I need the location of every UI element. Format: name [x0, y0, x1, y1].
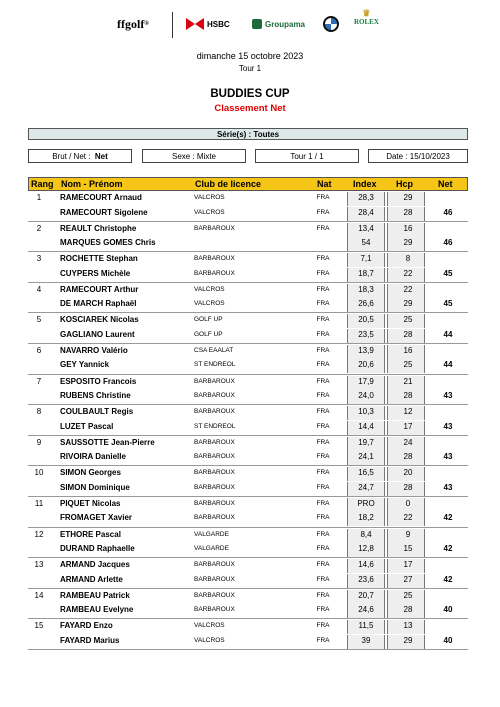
player-row: [28, 314, 468, 328]
player-index: 26,6: [358, 299, 374, 309]
player-hcp: 17: [403, 421, 413, 431]
player-hcp: 29: [403, 635, 413, 645]
player-name: ARMAND Arlette: [60, 574, 123, 584]
player-hcp: 22: [403, 284, 413, 294]
player-hcp: 29: [403, 238, 413, 248]
player-hcp: 25: [403, 315, 413, 325]
player-row: [28, 376, 468, 390]
team-row: [28, 191, 468, 222]
team-net-score: 40: [443, 605, 453, 615]
filter-brut-net-value: Net: [94, 152, 108, 161]
player-row: [28, 574, 468, 588]
bmw-roundel-icon: [323, 16, 339, 32]
hsbc-logo: [186, 8, 230, 40]
player-name: ETHORE Pascal: [60, 529, 121, 539]
bmw-logo: [323, 8, 339, 40]
player-index: 19,7: [358, 437, 374, 447]
col-club: Club de licence: [195, 179, 262, 189]
col-nat: Nat: [317, 179, 332, 189]
player-club: BARBAROUX: [194, 392, 235, 400]
team-row: [28, 619, 468, 650]
player-club: VALCROS: [194, 636, 225, 644]
player-club: BARBAROUX: [194, 377, 235, 385]
team-net-score: 43: [443, 421, 453, 431]
player-hcp: 28: [403, 207, 413, 217]
team-net-score: 42: [443, 513, 453, 523]
groupama-tree-icon: [252, 19, 262, 29]
player-nat: FRA: [316, 255, 330, 263]
team-rank: 8: [36, 407, 42, 417]
team-rank: 5: [36, 315, 42, 325]
player-row: [28, 590, 468, 604]
player-hcp: 9: [405, 529, 411, 539]
player-name: LUZET Pascal: [60, 421, 114, 431]
player-index: 14,6: [358, 560, 374, 570]
player-hcp: 22: [403, 513, 413, 523]
team-row: [28, 252, 468, 283]
player-club: VALCROS: [194, 208, 225, 216]
player-name: RUBENS Christine: [60, 391, 131, 401]
player-club: VALGARDE: [194, 545, 229, 553]
player-index: 17,9: [358, 376, 374, 386]
player-name: FAYARD Marius: [60, 635, 120, 645]
player-club: BARBAROUX: [194, 438, 235, 446]
player-nat: FRA: [316, 438, 330, 446]
player-nat: FRA: [316, 514, 330, 522]
ffgolf-logo: [117, 8, 149, 40]
filter-brut-net-label: Brut / Net :: [52, 152, 91, 161]
player-nat: FRA: [316, 606, 330, 614]
player-nat: FRA: [316, 453, 330, 461]
player-index: PRO: [357, 498, 375, 508]
player-row: [28, 345, 468, 359]
table-header: [28, 177, 468, 191]
player-club: ST ENDREOL: [194, 361, 236, 369]
tour-label: Tour 1: [238, 64, 262, 73]
player-hcp: 28: [403, 452, 413, 462]
player-club: BARBAROUX: [194, 499, 235, 507]
player-club: BARBAROUX: [194, 591, 235, 599]
player-row: [28, 207, 468, 221]
player-row: [28, 223, 468, 237]
player-row: [28, 620, 468, 634]
player-name: FAYARD Enzo: [60, 621, 113, 631]
player-index: 18,7: [358, 268, 374, 278]
player-index: 23,5: [358, 329, 374, 339]
team-row: [28, 466, 468, 497]
player-hcp: 25: [403, 590, 413, 600]
player-hcp: 28: [403, 605, 413, 615]
player-club: BARBAROUX: [194, 408, 235, 416]
player-name: RIVOIRA Danielle: [60, 452, 126, 462]
player-name: ESPOSITO Francois: [60, 376, 137, 386]
player-hcp: 12: [403, 407, 413, 417]
player-name: DE MARCH Raphaël: [60, 299, 137, 309]
team-row: [28, 222, 468, 253]
player-name: CUYPERS Michèle: [60, 268, 131, 278]
player-hcp: 29: [403, 193, 413, 202]
player-club: BARBAROUX: [194, 606, 235, 614]
player-hcp: 25: [403, 360, 413, 370]
player-index: 28,4: [358, 207, 374, 217]
team-rank: 14: [34, 590, 44, 600]
player-row: [28, 498, 468, 512]
player-index: 16,5: [358, 468, 374, 478]
team-row: [28, 283, 468, 314]
player-index: 54: [361, 238, 371, 248]
team-rank: 12: [34, 529, 44, 539]
player-nat: FRA: [316, 636, 330, 644]
player-name: FROMAGET Xavier: [60, 513, 133, 523]
col-rang: Rang: [31, 179, 54, 189]
player-club: GOLF UP: [194, 316, 223, 324]
player-name: SIMON Georges: [60, 468, 121, 478]
groupama-wordmark: Groupama: [265, 19, 306, 29]
player-index: 24,0: [358, 391, 374, 401]
page-subtitle: Classement Net: [214, 103, 286, 114]
player-row: [28, 529, 468, 543]
player-nat: FRA: [316, 285, 330, 293]
player-row: [28, 604, 468, 618]
player-hcp: 29: [403, 299, 413, 309]
player-club: VALCROS: [194, 194, 225, 201]
player-club: BARBAROUX: [194, 514, 235, 522]
player-name: RAMECOURT Sigolene: [60, 207, 148, 217]
team-rank: 7: [36, 376, 42, 386]
player-row: [28, 559, 468, 573]
player-hcp: 16: [403, 345, 413, 355]
rankings-table: [28, 177, 468, 650]
player-row: [28, 635, 468, 649]
team-net-score: 44: [443, 329, 453, 339]
team-net-score: 43: [443, 391, 453, 401]
player-index: 28,3: [358, 193, 374, 202]
player-club: GOLF UP: [194, 330, 223, 338]
team-net-score: 45: [443, 268, 453, 278]
team-row: [28, 313, 468, 344]
team-row: [28, 375, 468, 406]
team-net-score: 46: [443, 238, 453, 248]
player-club: BARBAROUX: [194, 469, 235, 477]
player-nat: FRA: [316, 377, 330, 385]
team-rank: 3: [36, 254, 42, 264]
filter-tour: Tour 1 / 1: [255, 149, 359, 163]
player-index: 18,3: [358, 284, 374, 294]
player-name: REAULT Christophe: [60, 223, 137, 233]
series-banner: Série(s) : Toutes: [28, 128, 468, 140]
player-row: [28, 192, 468, 206]
team-net-score: 45: [443, 299, 453, 309]
player-nat: FRA: [316, 300, 330, 308]
player-name: NAVARRO Valério: [60, 345, 128, 355]
player-name: SIMON Dominique: [60, 482, 130, 492]
team-rank: 1: [36, 193, 42, 202]
event-date: dimanche 15 octobre 2023: [196, 51, 304, 61]
player-name: ARMAND Jacques: [60, 560, 130, 570]
player-row: [28, 406, 468, 420]
player-index: 8,4: [360, 529, 372, 539]
player-name: ROCHETTE Stephan: [60, 254, 138, 264]
player-nat: FRA: [316, 208, 330, 216]
player-nat: FRA: [316, 422, 330, 430]
team-row: [28, 528, 468, 559]
player-row: [28, 298, 468, 312]
player-index: 14,4: [358, 421, 374, 431]
player-nat: FRA: [316, 499, 330, 507]
filter-date: Date : 15/10/2023: [368, 149, 468, 163]
player-nat: FRA: [316, 545, 330, 553]
player-index: 24,1: [358, 452, 374, 462]
player-row: [28, 482, 468, 496]
player-row: [28, 421, 468, 435]
player-index: 11,5: [358, 621, 374, 631]
player-index: 20,6: [358, 360, 374, 370]
player-row: [28, 451, 468, 465]
col-net: Net: [438, 179, 453, 189]
player-hcp: 0: [405, 498, 411, 508]
player-index: 24,7: [358, 482, 374, 492]
col-index: Index: [353, 179, 377, 189]
player-hcp: 27: [403, 574, 413, 584]
player-club: VALGARDE: [194, 530, 229, 538]
player-name: COULBAULT Regis: [60, 407, 134, 417]
team-net-score: 43: [443, 452, 453, 462]
ffgolf-wordmark: ffgolf: [117, 16, 145, 31]
player-hcp: 22: [403, 268, 413, 278]
player-name: GAGLIANO Laurent: [60, 329, 135, 339]
team-row: [28, 558, 468, 589]
player-nat: FRA: [316, 330, 330, 338]
player-hcp: 8: [405, 254, 411, 264]
team-net-score: 42: [443, 544, 453, 554]
player-row: [28, 253, 468, 267]
team-rank: 9: [36, 437, 42, 447]
player-nat: FRA: [316, 530, 330, 538]
player-club: BARBAROUX: [194, 255, 235, 263]
player-index: 13,9: [358, 345, 374, 355]
player-club: CSA EAALAT: [194, 346, 234, 354]
col-nom: Nom - Prénom: [61, 179, 123, 189]
player-hcp: 24: [403, 437, 413, 447]
player-index: 39: [361, 635, 371, 645]
player-club: BARBAROUX: [194, 483, 235, 491]
player-hcp: 16: [403, 223, 413, 233]
player-index: 23,6: [358, 574, 374, 584]
player-row: [28, 543, 468, 557]
player-hcp: 21: [403, 376, 413, 386]
team-net-score: 42: [443, 574, 453, 584]
player-name: PIQUET Nicolas: [60, 498, 121, 508]
player-index: 18,2: [358, 513, 374, 523]
player-hcp: 28: [403, 329, 413, 339]
player-nat: FRA: [316, 408, 330, 416]
player-row: [28, 268, 468, 282]
page-title: BUDDIES CUP: [210, 88, 290, 100]
col-hcp: Hcp: [396, 179, 414, 189]
crown-icon: ♛: [362, 8, 371, 18]
player-nat: FRA: [316, 469, 330, 477]
player-index: 10,3: [358, 407, 374, 417]
sponsor-logos: [0, 8, 500, 40]
groupama-logo: [252, 8, 305, 40]
team-net-score: 43: [443, 482, 453, 492]
player-row: [28, 390, 468, 404]
player-club: BARBAROUX: [194, 269, 235, 277]
player-index: 20,7: [358, 590, 374, 600]
player-name: DURAND Raphaelle: [60, 544, 135, 554]
player-nat: FRA: [316, 346, 330, 354]
player-row: [28, 284, 468, 298]
player-club: BARBAROUX: [194, 561, 235, 569]
player-row: [28, 237, 468, 251]
player-nat: FRA: [316, 269, 330, 277]
player-name: RAMECOURT Arthur: [60, 284, 139, 294]
table-body: [28, 191, 468, 650]
player-hcp: 15: [403, 544, 413, 554]
filter-sexe: Sexe : Mixte: [142, 149, 246, 163]
player-name: SAUSSOTTE Jean-Pierre: [60, 437, 155, 447]
player-row: [28, 467, 468, 481]
player-name: RAMBEAU Patrick: [60, 590, 130, 600]
filter-brut-net: [28, 149, 132, 163]
player-nat: FRA: [316, 622, 330, 630]
rolex-logo: [354, 8, 379, 40]
player-hcp: 17: [403, 560, 413, 570]
player-nat: FRA: [316, 361, 330, 369]
player-nat: FRA: [316, 483, 330, 491]
player-club: VALCROS: [194, 300, 225, 308]
player-index: 7,1: [360, 254, 372, 264]
team-row: [28, 344, 468, 375]
player-name: KOSCIAREK Nicolas: [60, 315, 139, 325]
player-nat: FRA: [316, 392, 330, 400]
player-nat: FRA: [316, 316, 330, 324]
player-nat: FRA: [316, 591, 330, 599]
player-club: BARBAROUX: [194, 224, 235, 232]
player-hcp: 28: [403, 482, 413, 492]
team-rank: 11: [34, 498, 44, 508]
player-index: 24,6: [358, 605, 374, 615]
registered-mark: ®: [144, 21, 149, 27]
player-row: [28, 359, 468, 373]
team-row: [28, 405, 468, 436]
team-rank: 6: [36, 345, 42, 355]
player-hcp: 20: [403, 468, 413, 478]
player-hcp: 28: [403, 391, 413, 401]
player-name: RAMECOURT Arnaud: [60, 193, 142, 202]
player-club: VALCROS: [194, 622, 225, 630]
player-row: [28, 512, 468, 526]
team-rank: 2: [36, 223, 42, 233]
player-row: [28, 329, 468, 343]
player-row: [28, 437, 468, 451]
player-name: GEY Yannick: [60, 360, 110, 370]
player-name: RAMBEAU Evelyne: [60, 605, 134, 615]
player-index: 20,5: [358, 315, 374, 325]
hsbc-hexagon-icon: [186, 18, 204, 30]
team-row: [28, 497, 468, 528]
team-rank: 15: [34, 621, 44, 631]
player-club: ST ENDREOL: [194, 422, 236, 430]
player-index: 13,4: [358, 223, 374, 233]
team-net-score: 40: [443, 635, 453, 645]
player-club: VALCROS: [194, 285, 225, 293]
player-nat: FRA: [316, 194, 330, 201]
player-nat: FRA: [316, 575, 330, 583]
player-nat: FRA: [316, 561, 330, 569]
hsbc-wordmark: HSBC: [207, 19, 230, 29]
player-club: BARBAROUX: [194, 453, 235, 461]
team-rank: 13: [34, 560, 44, 570]
player-index: 12,8: [358, 544, 374, 554]
player-club: BARBAROUX: [194, 575, 235, 583]
team-net-score: 44: [443, 360, 453, 370]
logo-divider: [172, 12, 173, 38]
player-hcp: 13: [403, 621, 413, 631]
player-nat: FRA: [316, 224, 330, 232]
team-net-score: 46: [443, 207, 453, 217]
player-name: MARQUES GOMES Chris: [60, 238, 156, 248]
team-row: [28, 436, 468, 467]
rolex-wordmark: ROLEX: [354, 18, 379, 26]
team-rank: 10: [34, 468, 44, 478]
team-row: [28, 589, 468, 620]
team-rank: 4: [36, 284, 42, 294]
